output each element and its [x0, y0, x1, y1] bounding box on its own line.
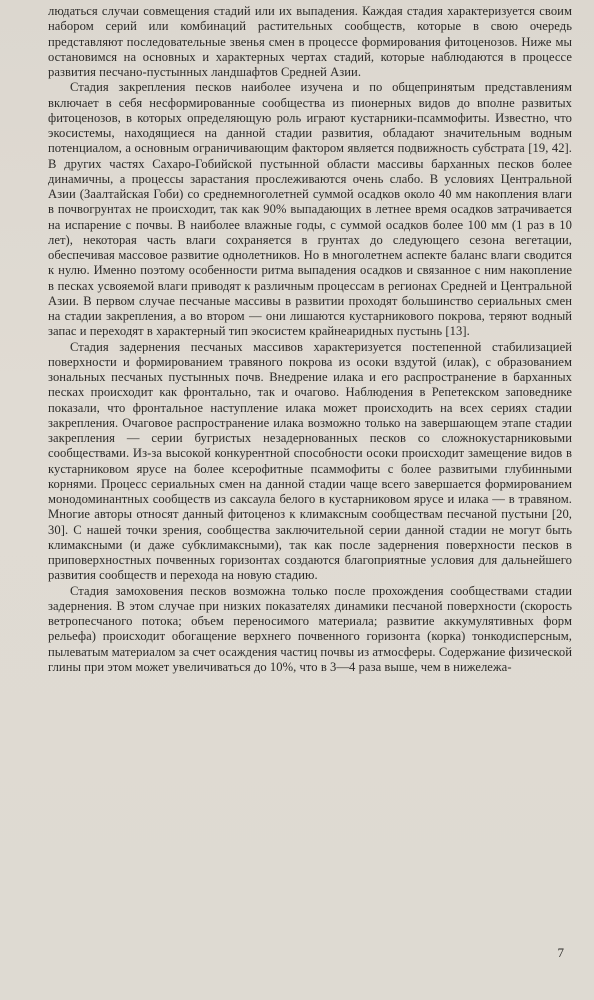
paragraph-moss-stage: Стадия замоховения песков возможна только после прохождения сообществами стадии задернения. В этом случае при низких показателях динамики песчаной поверхности (скорость ветропесчаного потока; объем переносимого материала; развитие аккумулятивных форм рельефа) происходит обогащение верхнего почвенного горизонта (корка) тонкодисперсным, пылеватым материалом за счет осаждения частиц почвы из атмосферы. Содержание физической глины при этом может увеличиваться до 10%, что в 3—4 раза выше, чем в нижележа- [48, 583, 572, 674]
paragraph-fixation-stage: Стадия закрепления песков наиболее изучена и по общепринятым представлениям включает в себя несформированные сообщества из пионерных видов до вполне развитых фитоценозов, в которых определяющую роль играют кустарники-псаммофиты. Известно, что экосистемы, находящиеся на данной стадии развития, обладают значительным водным потенциалом, а основным ограничивающим фактором является подвижность субстрата [19, 42]. В других частях Сахаро-Гобийской пустынной области массивы барханных песков более динамичны, а процессы зарастания прослеживаются очень слабо. В условиях Центральной Азии (Заалтайская Гоби) со среднемноголетней суммой осадков около 40 мм накопления влаги в почвогрунтах не происходит, так как 90% выпадающих в летнее время осадков затрачивается на испарение с почвы. В наиболее влажные годы, с суммой осадков более 100 мм (1 раз в 10 лет), некоторая часть влаги сохраняется в грунтах до следующего сезона вегетации, обеспечивая массовое развитие однолетников. Но в многолетнем аспекте баланс влаги сводится к нулю. Именно поэтому особенности ритма выпадения осадков и связанное с ним накопление в песках усвояемой влаги приводят к различным процессам в регионах Средней и Центральной Азии. В первом случае песчаные массивы в развитии проходят большинство сериальных смен на стадии закрепления, а во втором — они лишаются кустарникового покрова, теряют водный запас и переходят в характерный тип экосистем крайнеаридных пустынь [13]. [48, 80, 572, 339]
paragraph-sodding-stage: Стадия задернения песчаных массивов характеризуется постепенной стабилизацией поверхности и формированием травяного покрова из осоки вздутой (илак), с образованием зональных песчаных пустынных почв. Внедрение илака и его распространение в барханных песках происходит как фронтально, так и очагово. Наблюдения в Репетекском заповеднике показали, что фронтальное наступление илака может происходить на всех сериях стадии закрепления. Очаговое распространение илака возможно только на завершающем этапе стадии закрепления — серии бугристых незадернованных песков со сложнокустарниковыми сообществами. Из-за высокой конкурентной способности осоки происходит замещение видов в кустарниковом ярусе на более ксерофитные псаммофиты с более развитыми глубинными корнями. Процесс сериальных смен на данной стадии чаще всего завершается формированием монодоминантных сообществ из саксаула белого в кустарниковом ярусе и илака — в травяном. Многие авторы относят данный фитоценоз к климаксным сообществам песчаной пустыни [20, 30]. С нашей точки зрения, сообщества заключительной серии данной стадии не могут быть климаксными (и даже субклимаксными), так как после задернения поверхности песков в приповерхностных почвенных горизонтах создаются благоприятные условия для дальнейшего развития сообществ и перехода на новую стадию. [48, 339, 572, 583]
page-number: 7 [557, 944, 564, 960]
paragraph-intro: людаться случаи совмещения стадий или их выпадения. Каждая стадия характеризуется своим набором серий или комбинаций растительных сообществ, которые в свою очередь представляют последовательные звенья смен в процессе формирования фитоценозов. Ниже мы остановимся на основных и характерных чертах стадий, которые наблюдаются в процессе развития песчано-пустынных ландшафтов Средней Азии. [48, 4, 572, 79]
